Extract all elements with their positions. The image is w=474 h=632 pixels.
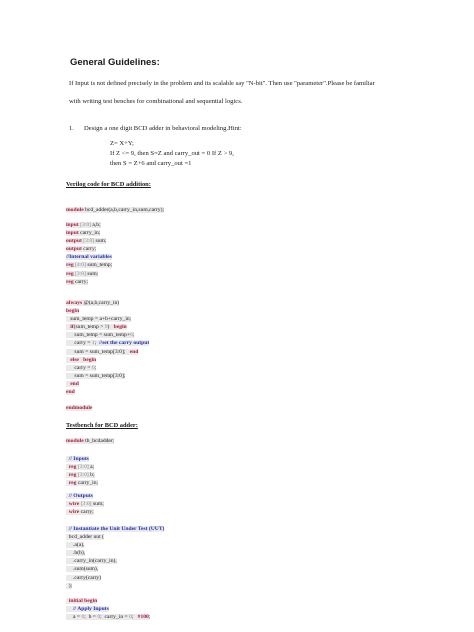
code-line xyxy=(66,437,114,445)
code-token: 0 xyxy=(81,614,85,621)
code-token: ; xyxy=(94,364,97,371)
code-line xyxy=(66,380,149,388)
code-token: [3:0] xyxy=(76,464,91,471)
code-line xyxy=(66,613,150,621)
code-line xyxy=(66,541,164,549)
hint-line-2: If Z <= 9, then S=Z and carry_out = 0 If Z > 9, xyxy=(110,150,234,157)
code-token: // Apply Inputs xyxy=(73,606,109,613)
task-number: 1. xyxy=(69,125,74,132)
code-token: if xyxy=(70,324,74,331)
guideline-line-1: If Input is not defined precisely in the problem and its scalable say "N-bit". Then use "parameter".Please be familiar xyxy=(69,80,375,87)
code-token: .sum(sum), xyxy=(66,566,99,573)
code-line xyxy=(66,206,164,214)
code-token: [3:0] xyxy=(78,222,93,228)
code-token: input xyxy=(66,230,79,237)
code-token: ); xyxy=(66,582,73,589)
hint-line-1: Z= X+Y; xyxy=(110,140,134,147)
code-line xyxy=(66,557,164,565)
code-token: module xyxy=(66,207,84,213)
code-token: // Inputs xyxy=(68,456,89,462)
code-token: #100 xyxy=(137,614,149,621)
code-token: sum; xyxy=(95,238,107,245)
code-block-tb-initial xyxy=(66,597,150,621)
code-token: // Instantiate the Unit Under Test (UUT) xyxy=(68,526,165,532)
code-token: [3:0] xyxy=(79,501,93,508)
code-token: //set the carry output xyxy=(99,340,150,347)
code-block-tb-inputs xyxy=(66,455,98,487)
code-token: 0 xyxy=(129,614,132,621)
code-token: begin xyxy=(66,308,80,315)
code-token: sum; xyxy=(92,501,104,508)
code-line xyxy=(66,463,98,471)
code-token: carry; xyxy=(81,246,97,253)
code-line xyxy=(66,278,112,286)
code-token: ) xyxy=(107,324,114,331)
code-token: [3:0] xyxy=(73,270,88,277)
code-token: 9 xyxy=(104,324,108,331)
code-line xyxy=(66,323,149,331)
code-token: sum = sum_temp[3:0]; xyxy=(66,348,130,355)
code-token: bcd_adder uut ( xyxy=(66,534,104,541)
hint-line-3: then S = Z+6 and carry_out =1 xyxy=(110,160,192,167)
code-line xyxy=(66,388,149,396)
code-line xyxy=(66,533,164,541)
code-line xyxy=(66,605,150,613)
code-token: end xyxy=(129,348,139,355)
code-line xyxy=(66,582,164,590)
code-token: ; xyxy=(148,614,151,621)
code-line xyxy=(66,565,164,573)
testbench-heading: Testbench for BCD adder: xyxy=(66,422,138,429)
code-line xyxy=(66,331,149,339)
code-token: carry_in; xyxy=(76,480,99,487)
code-line xyxy=(66,348,149,356)
code-token: [4:0] xyxy=(73,262,88,269)
code-line xyxy=(66,299,149,307)
code-block-always xyxy=(66,299,149,396)
code-token: sum_temp = a+b+carry_in; xyxy=(66,316,132,323)
code-token: carry = xyxy=(66,340,92,347)
code-token: wire xyxy=(68,509,80,516)
code-token: ; b = xyxy=(84,614,98,621)
code-line xyxy=(66,245,112,253)
code-token: //Internal variables xyxy=(66,254,112,261)
code-token: reg xyxy=(68,480,77,487)
code-line xyxy=(66,508,104,516)
code-token: output xyxy=(66,246,82,253)
code-token: .carry(carry) xyxy=(66,574,102,581)
code-line xyxy=(66,372,149,380)
code-token: [3:0] xyxy=(81,238,96,245)
code-token: carry; xyxy=(73,278,89,285)
code-line xyxy=(66,307,149,315)
code-token: carry_in; xyxy=(78,230,101,237)
code-line xyxy=(66,315,149,323)
code-block-module-header xyxy=(66,206,164,214)
code-token: 1 xyxy=(91,340,95,347)
code-line xyxy=(66,229,112,237)
code-token: sum = sum_temp[3:0]; xyxy=(66,372,126,379)
code-line xyxy=(66,455,98,463)
code-token: sum_temp; xyxy=(87,262,113,269)
code-token: (sum_temp > xyxy=(73,324,105,331)
code-token: ; xyxy=(94,340,99,347)
code-block-tb-uut xyxy=(66,525,164,590)
code-line xyxy=(66,479,98,487)
code-token: wire xyxy=(68,501,80,508)
code-token: @(a,b,carry_in) xyxy=(82,300,120,306)
code-token: 0 xyxy=(91,364,95,371)
code-token: a,b; xyxy=(92,222,101,228)
code-line xyxy=(66,364,149,372)
code-token: carry = xyxy=(66,364,92,371)
verilog-heading: Verilog code for BCD addition: xyxy=(66,181,151,188)
code-line xyxy=(66,492,104,500)
code-token: tb_bcdadder; xyxy=(83,438,115,444)
code-token: input xyxy=(66,222,79,228)
code-token: // Outputs xyxy=(68,493,93,499)
code-line xyxy=(66,356,149,364)
code-block-tb-outputs xyxy=(66,492,104,516)
code-token: .a(a), xyxy=(66,542,85,549)
code-token: endmodule xyxy=(66,405,93,411)
code-token: 6 xyxy=(130,332,133,339)
code-token: .carry_in(carry_in), xyxy=(66,558,117,565)
code-block-tb-module xyxy=(66,437,114,445)
code-line xyxy=(66,500,104,508)
code-token: sum_temp = sum_temp+ xyxy=(66,332,131,339)
code-token: b; xyxy=(90,472,95,479)
code-token: reg xyxy=(66,270,74,277)
code-token: carry; xyxy=(79,509,94,516)
code-token: reg xyxy=(68,464,77,471)
code-token: begin xyxy=(83,356,97,363)
code-line xyxy=(66,404,92,412)
code-token: end xyxy=(66,389,75,396)
code-token: bcd_adder(a,b,carry_in,sum,carry); xyxy=(83,207,165,213)
code-line xyxy=(66,597,150,605)
code-token: reg xyxy=(66,278,74,285)
code-token: ; xyxy=(132,332,135,339)
code-line xyxy=(66,525,164,533)
code-token: a; xyxy=(90,464,95,471)
code-token xyxy=(66,606,73,612)
code-token: sum; xyxy=(87,270,99,277)
code-token: module xyxy=(66,438,84,444)
code-line xyxy=(66,339,149,347)
code-token: ; xyxy=(131,614,138,621)
code-token: output xyxy=(66,238,82,245)
code-token: always xyxy=(66,300,83,306)
code-line xyxy=(66,549,164,557)
code-line xyxy=(66,471,98,479)
code-token: .b(b), xyxy=(66,550,86,557)
code-token: a = xyxy=(66,614,82,621)
code-token: reg xyxy=(66,262,74,269)
task-text: Design a one digit BCD adder in behavioral modeling.Hint: xyxy=(84,125,242,132)
code-token: reg xyxy=(68,472,77,479)
code-token: else xyxy=(70,356,79,363)
code-block-declarations xyxy=(66,221,112,286)
code-line xyxy=(66,574,164,582)
code-token: begin xyxy=(113,324,127,331)
code-token: initial begin xyxy=(68,598,98,604)
code-line xyxy=(66,270,112,278)
code-line xyxy=(66,237,112,245)
page-heading: General Guidelines: xyxy=(70,57,160,68)
code-line xyxy=(66,253,112,261)
guideline-line-2: with writing test benches for combinational and sequential logics. xyxy=(69,98,243,105)
code-block-endmodule xyxy=(66,404,92,412)
code-line xyxy=(66,221,112,229)
code-token: 0 xyxy=(97,614,101,621)
code-token: end xyxy=(70,380,79,387)
code-token: [3:0] xyxy=(76,472,91,479)
code-token: ; carry_in = xyxy=(100,614,130,621)
code-line xyxy=(66,261,112,269)
